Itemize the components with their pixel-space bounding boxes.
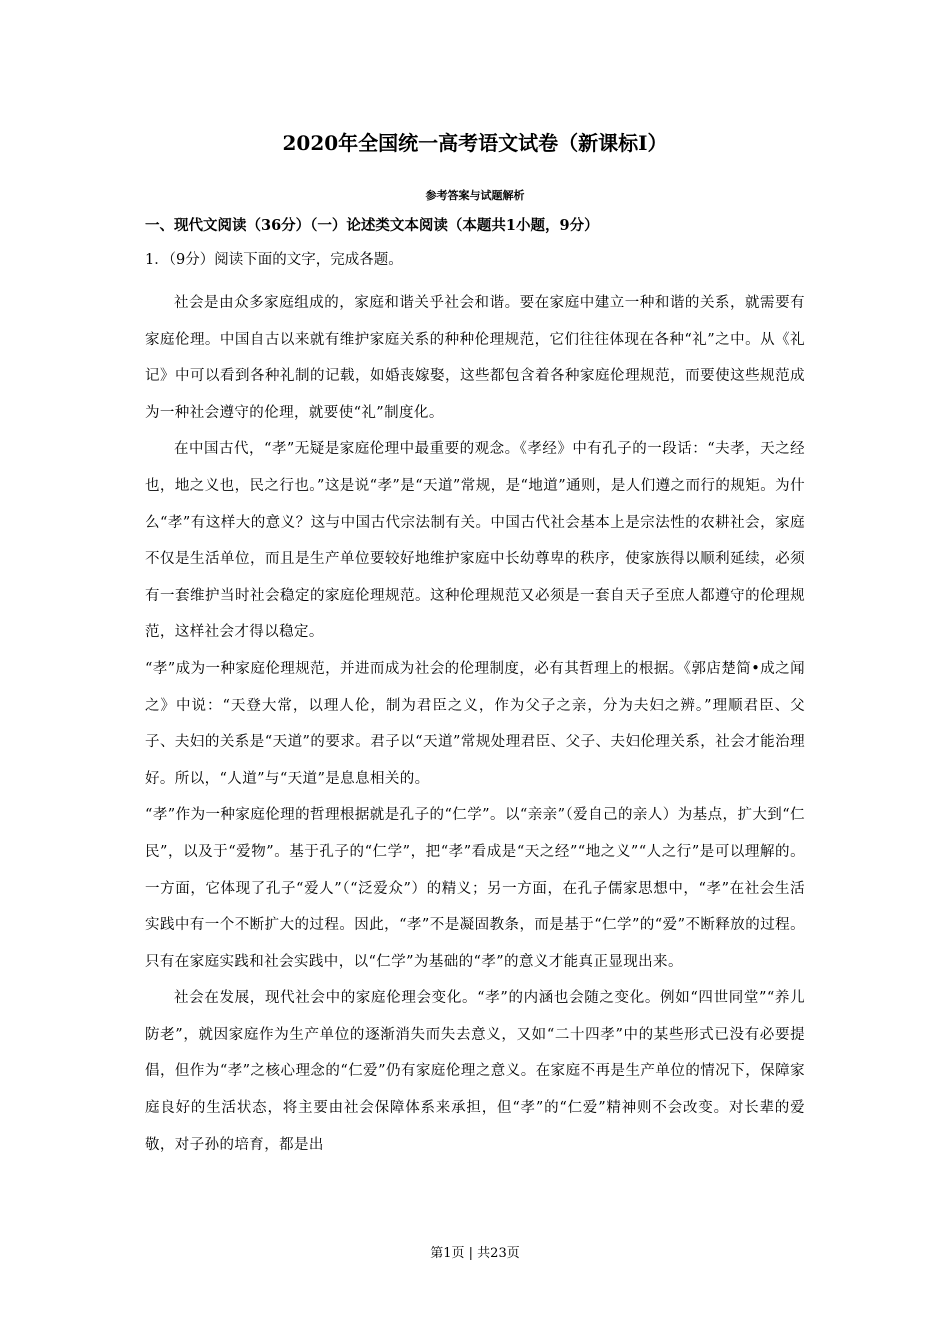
document-subtitle: 参考答案与试题解析 bbox=[425, 189, 525, 202]
question-prompt: 1．（9分）阅读下面的文字，完成各题。 bbox=[145, 252, 403, 268]
page-footer: 第1页 | 共23页 bbox=[430, 1246, 520, 1261]
passage-paragraph-3: “孝”成为一种家庭伦理规范，并进而成为社会的伦理制度，必有其哲理上的根据。《郭店楚简•成之闻之》中说：“天登大常，以理人伦，制为君臣之义，作为父子之亲，分为夫妇之辨。”理顺君臣、父子、夫妇的关系是“天道”的要求。君子以“天道”常规处理君臣、父子、夫妇伦理关系，社会才能治理好。所以，“人道”与“天道”是息息相关的。 bbox=[145, 660, 805, 787]
document-title: 2020年全国统一高考语文试卷（新课标Ⅰ） bbox=[282, 131, 668, 155]
reading-passage bbox=[145, 285, 805, 1163]
passage-paragraph-1: 社会是由众多家庭组成的，家庭和谐关乎社会和谐。要在家庭中建立一种和谐的关系，就需要有家庭伦理。中国自古以来就有维护家庭关系的种种伦理规范，它们往往体现在各种“礼”之中。从《礼记》中可以看到各种礼制的记载，如婚丧嫁娶，这些都包含着各种家庭伦理规范，而要使这些规范成为一种社会遵守的伦理，就要使“礼”制度化。 bbox=[145, 295, 805, 421]
section-heading: 一、现代文阅读（36分）（一）论述类文本阅读（本题共1小题，9分） bbox=[145, 217, 599, 234]
passage-paragraph-4: “孝”作为一种家庭伦理的哲理根据就是孔子的“仁学”。以“亲亲”（爱自己的亲人）为基点，扩大到“仁民”，以及于“爱物”。基于孔子的“仁学”，把“孝”看成是“天之经”“地之义”“人之行”是可以理解的。一方面，它体现了孔子“爱人”（“泛爱众”）的精义；另一方面，在孔子儒家思想中，“孝”在社会生活实践中有一个不断扩大的过程。因此，“孝”不是凝固教条，而是基于“仁学”的“爱”不断释放的过程。只有在家庭实践和社会实践中，以“仁学”为基础的“孝”的意义才能真正显现出来。 bbox=[145, 807, 805, 970]
passage-paragraph-5: 社会在发展，现代社会中的家庭伦理会变化。“孝”的内涵也会随之变化。例如“四世同堂”“养儿防老”，就因家庭作为生产单位的逐渐消失而失去意义，又如“二十四孝”中的某些形式已没有必要提倡，但作为“孝”之核心理念的“仁爱”仍有家庭伦理之意义。在家庭不再是生产单位的情况下，保障家庭良好的生活状态，将主要由社会保障体系来承担，但“孝”的“仁爱”精神则不会改变。对长辈的爱敬，对子孙的培育，都是出 bbox=[145, 990, 805, 1153]
passage-paragraph-2: 在中国古代，“孝”无疑是家庭伦理中最重要的观念。《孝经》中有孔子的一段话：“夫孝，天之经也，地之义也，民之行也。”这是说“孝”是“天道”常规，是“地道”通则，是人们遵之而行的规矩。为什么“孝”有这样大的意义？这与中国古代宗法制有关。中国古代社会基本上是宗法性的农耕社会，家庭不仅是生活单位，而且是生产单位要较好地维护家庭中长幼尊卑的秩序，使家族得以顺利延续，必须有一套维护当时社会稳定的家庭伦理规范。这种伦理规范又必须是一套自天子至庶人都遵守的伦理规范，这样社会才得以稳定。 bbox=[145, 441, 805, 641]
